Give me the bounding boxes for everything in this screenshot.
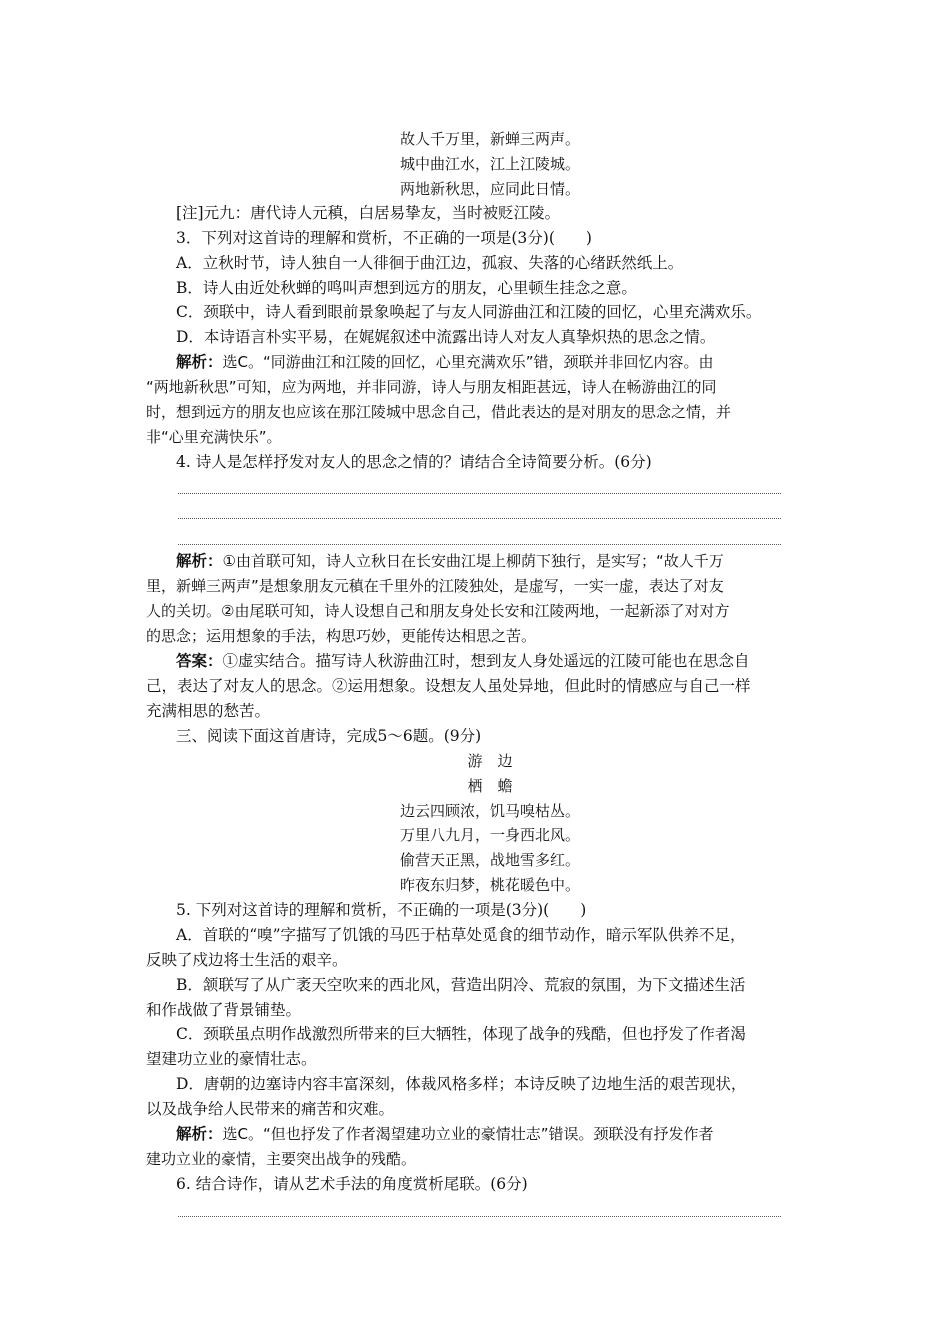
q5-option-a-line-1: A．首联的“嗅”字描写了饥饿的马匹于枯草处觅食的细节动作，暗示军队供养不足，: [176, 926, 746, 944]
q3-option-c: C．颈联中，诗人看到眼前景象唤起了与友人同游曲江和江陵的回忆，心里充满欢乐。: [176, 303, 762, 321]
q4-answer-line-1: 答案：①虚实结合。描写诗人秋游曲江时，想到友人身处遥远的江陵可能也在思念自: [176, 651, 750, 670]
q4-analysis-label: 解析：: [176, 551, 223, 570]
section3-heading: 三、阅读下面这首唐诗，完成5～6题。(9分): [176, 727, 482, 745]
q5-analysis-line-1: 解析：选C。“但也抒发了作者渴望建功立业的豪情壮志”错误。颈联没有抒发作者: [176, 1124, 714, 1143]
q5-option-b-line-2: 和作战做了背景铺垫。: [146, 1001, 302, 1019]
answer-line: [178, 518, 781, 519]
poem1-line-2: 城中曲江水，江上江陵城。: [399, 155, 580, 173]
answer-line: [178, 493, 781, 494]
q5-option-c-line-1: C．颈联虽点明作战激烈所带来的巨大牺牲，体现了战争的残酷，但也抒发了作者渴: [176, 1025, 746, 1043]
q4-answer-line-3: 充满相思的愁苦。: [146, 702, 271, 720]
poem1-line-1: 故人千万里，新蝉三两声。: [399, 130, 580, 148]
answer-line: [178, 1216, 781, 1217]
q5-analysis-label: 解析：: [176, 1124, 223, 1143]
q3-analysis-label: 解析：: [176, 352, 223, 371]
poem2-line-1: 边云四顾浓，饥马嗅枯丛。: [399, 802, 580, 820]
poem1-note: [注]元九：唐代诗人元稹，白居易挚友，当时被贬江陵。: [176, 204, 561, 222]
q4-analysis-line-2: 里，新蝉三两声”是想象朋友元稹在千里外的江陵独处，是虚写，一实一虚，表达了对友: [146, 577, 724, 595]
q4-analysis-line-4: 的思念；运用想象的手法，构思巧妙，更能传达相思之苦。: [146, 627, 537, 645]
q3-analysis-line-1: 解析：选C。“同游曲江和江陵的回忆，心里充满欢乐”错，颈联并非回忆内容。由: [176, 352, 714, 371]
q3-option-d: D．本诗语言朴实平易，在娓娓叙述中流露出诗人对友人真挚炽热的思念之情。: [176, 328, 716, 346]
q4-analysis-line-1: 解析：①由首联可知，诗人立秋日在长安曲江堤上柳荫下独行，是实写；“故人千万: [176, 551, 724, 570]
poem2-author: 栖 蟾: [467, 777, 513, 795]
q3-analysis-line-3: 时，想到远方的朋友也应该在那江陵城中思念自己，借此表达的是对朋友的思念之情，并: [146, 403, 732, 421]
q5-analysis-line-2: 建功立业的豪情，主要突出战争的残酷。: [146, 1150, 417, 1168]
q5-option-d-line-1: D．唐朝的边塞诗内容丰富深刻，体裁风格多样；本诗反映了边地生活的艰苦现状，: [176, 1075, 747, 1093]
q3-analysis-line-2: “两地新秋思”可知，应为两地，并非同游，诗人与朋友相距甚远，诗人在畅游曲江的同: [146, 378, 717, 396]
answer-line: [178, 544, 781, 545]
q4-answer-label: 答案：: [176, 651, 223, 670]
q4-analysis-line-3: 人的关切。②由尾联可知，诗人设想自己和朋友身处长安和江陵两地，一起新添了对对方: [146, 602, 730, 620]
q4-answer-line-2: 己，表达了对友人的思念。②运用想象。设想友人虽处异地，但此时的情感应与自己一样: [146, 677, 751, 695]
q3-analysis-line-4: 非“心里充满快乐”。: [146, 428, 282, 446]
q3-option-b: B．诗人由近处秋蝉的鸣叫声想到远方的朋友，心里顿生挂念之意。: [176, 279, 637, 297]
q5-option-c-line-2: 望建功立业的豪情壮志。: [146, 1050, 317, 1068]
poem2-line-4: 昨夜东归梦，桃花暖色中。: [399, 876, 580, 894]
q3-stem: 3．下列对这首诗的理解和赏析，不正确的一项是(3分)( ): [176, 229, 592, 247]
q5-option-b-line-1: B．颔联写了从广袤天空吹来的西北风，营造出阴冷、荒寂的氛围，为下文描述生活: [176, 976, 746, 994]
q3-option-a: A．立秋时节，诗人独自一人徘徊于曲江边，孤寂、失落的心绪跃然纸上。: [176, 254, 684, 272]
poem2-title: 游 边: [467, 752, 513, 770]
poem2-line-2: 万里八九月，一身西北风。: [399, 826, 580, 844]
q4-stem: 4. 诗人是怎样抒发对友人的思念之情的？请结合全诗简要分析。(6分): [176, 453, 652, 471]
q5-stem: 5. 下列对这首诗的理解和赏析，不正确的一项是(3分)( ): [176, 901, 587, 919]
q5-option-d-line-2: 以及战争给人民带来的痛苦和灾难。: [146, 1100, 395, 1118]
q5-option-a-line-2: 反映了戍边将士生活的艰辛。: [146, 951, 348, 969]
poem1-line-3: 两地新秋思，应同此日情。: [399, 180, 580, 198]
q6-stem: 6. 结合诗作，请从艺术手法的角度赏析尾联。(6分): [176, 1175, 528, 1193]
poem2-line-3: 偷营天正黑，战地雪多红。: [399, 851, 580, 869]
